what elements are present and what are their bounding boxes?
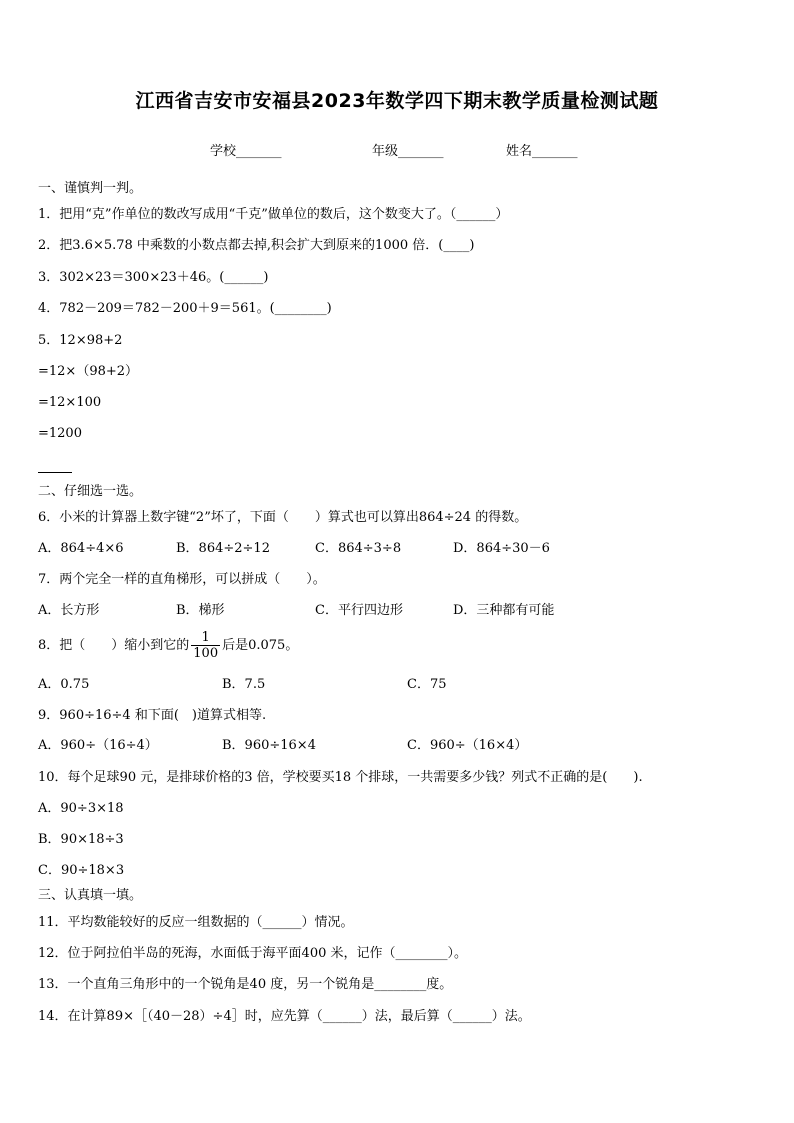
page-title: 江西省吉安市安福县2023年数学四下期末教学质量检测试题 <box>135 90 659 112</box>
question-5: 5．12×98+2 <box>38 333 123 348</box>
question-6-option-b: B．864÷2÷12 <box>176 541 270 556</box>
question-3: 3．302×23＝300×23＋46。(______) <box>38 270 269 285</box>
question-10-option-b: B．90×18÷3 <box>38 832 124 847</box>
fraction-denominator: 100 <box>193 646 219 661</box>
question-10-option-c: C．90÷18×3 <box>38 863 125 878</box>
question-8-option-b: B．7.5 <box>222 677 266 692</box>
question-9: 9．960÷16÷4 和下面( )道算式相等. <box>38 708 267 723</box>
grade-field: 年级_______ <box>372 144 444 159</box>
question-8 <box>38 628 298 664</box>
question-8-option-a: A．0.75 <box>38 677 90 692</box>
question-9-option-a: A．960÷（16÷4） <box>38 738 158 753</box>
question-7-option-a: A．长方形 <box>38 603 100 618</box>
question-5-step-4: =1200 <box>38 426 82 441</box>
question-7-option-d: D．三种都有可能 <box>453 603 555 618</box>
question-7: 7．两个完全一样的直角梯形，可以拼成（ ）。 <box>38 572 326 587</box>
question-14: 14．在计算89×［（40－28）÷4］时，应先算（______）法，最后算（______）法。 <box>38 1009 531 1024</box>
question-6-option-d: D．864÷30－6 <box>453 541 550 556</box>
question-7-option-b: B．梯形 <box>176 603 225 618</box>
question-10: 10．每个足球90 元，是排球价格的3 倍，学校要买18 个排球，一共需要多少钱？列式不正确的是( ). <box>38 770 643 785</box>
question-5-step-2: =12×（98+2） <box>38 364 139 379</box>
question-1: 1．把用“克”作单位的数改写成用“千克”做单位的数后，这个数变大了。（______） <box>38 207 509 222</box>
question-8-text-after: 后是0.075。 <box>222 638 299 653</box>
question-11: 11．平均数能较好的反应一组数据的（______）情况。 <box>38 915 354 930</box>
answer-blank-line <box>38 472 72 473</box>
question-8-option-c: C．75 <box>407 677 447 692</box>
fraction-numerator: 1 <box>201 630 210 645</box>
school-field: 学校_______ <box>210 144 282 159</box>
fraction <box>191 630 220 661</box>
question-6-option-a: A．864÷4×6 <box>38 541 124 556</box>
section-heading-1: 一、谨慎判一判。 <box>38 181 143 196</box>
question-4: 4．782－209＝782－200＋9＝561。(________) <box>38 301 332 316</box>
question-6: 6．小米的计算器上数字键“2”坏了，下面（ ）算式也可以算出864÷24 的得数。 <box>38 510 528 525</box>
name-field: 姓名_______ <box>506 144 578 159</box>
question-6-option-c: C．864÷3÷8 <box>315 541 402 556</box>
section-heading-2: 二、仔细选一选。 <box>38 484 143 499</box>
question-2: 2．把3.6×5.78 中乘数的小数点都去掉,积会扩大到原来的1000 倍．(____) <box>38 238 475 253</box>
question-9-option-b: B．960÷16×4 <box>222 738 316 753</box>
question-5-step-3: =12×100 <box>38 395 102 410</box>
question-13: 13．一个直角三角形中的一个锐角是40 度，另一个锐角是________度。 <box>38 977 453 992</box>
question-12: 12．位于阿拉伯半岛的死海，水面低于海平面400 米，记作（________）。 <box>38 946 467 961</box>
question-10-option-a: A．90÷3×18 <box>38 801 124 816</box>
question-8-text-before: 8．把（ ）缩小到它的 <box>38 638 190 653</box>
question-7-option-c: C．平行四边形 <box>315 603 403 618</box>
question-9-option-c: C．960÷（16×4） <box>407 738 528 753</box>
section-heading-3: 三、认真填一填。 <box>38 888 143 903</box>
